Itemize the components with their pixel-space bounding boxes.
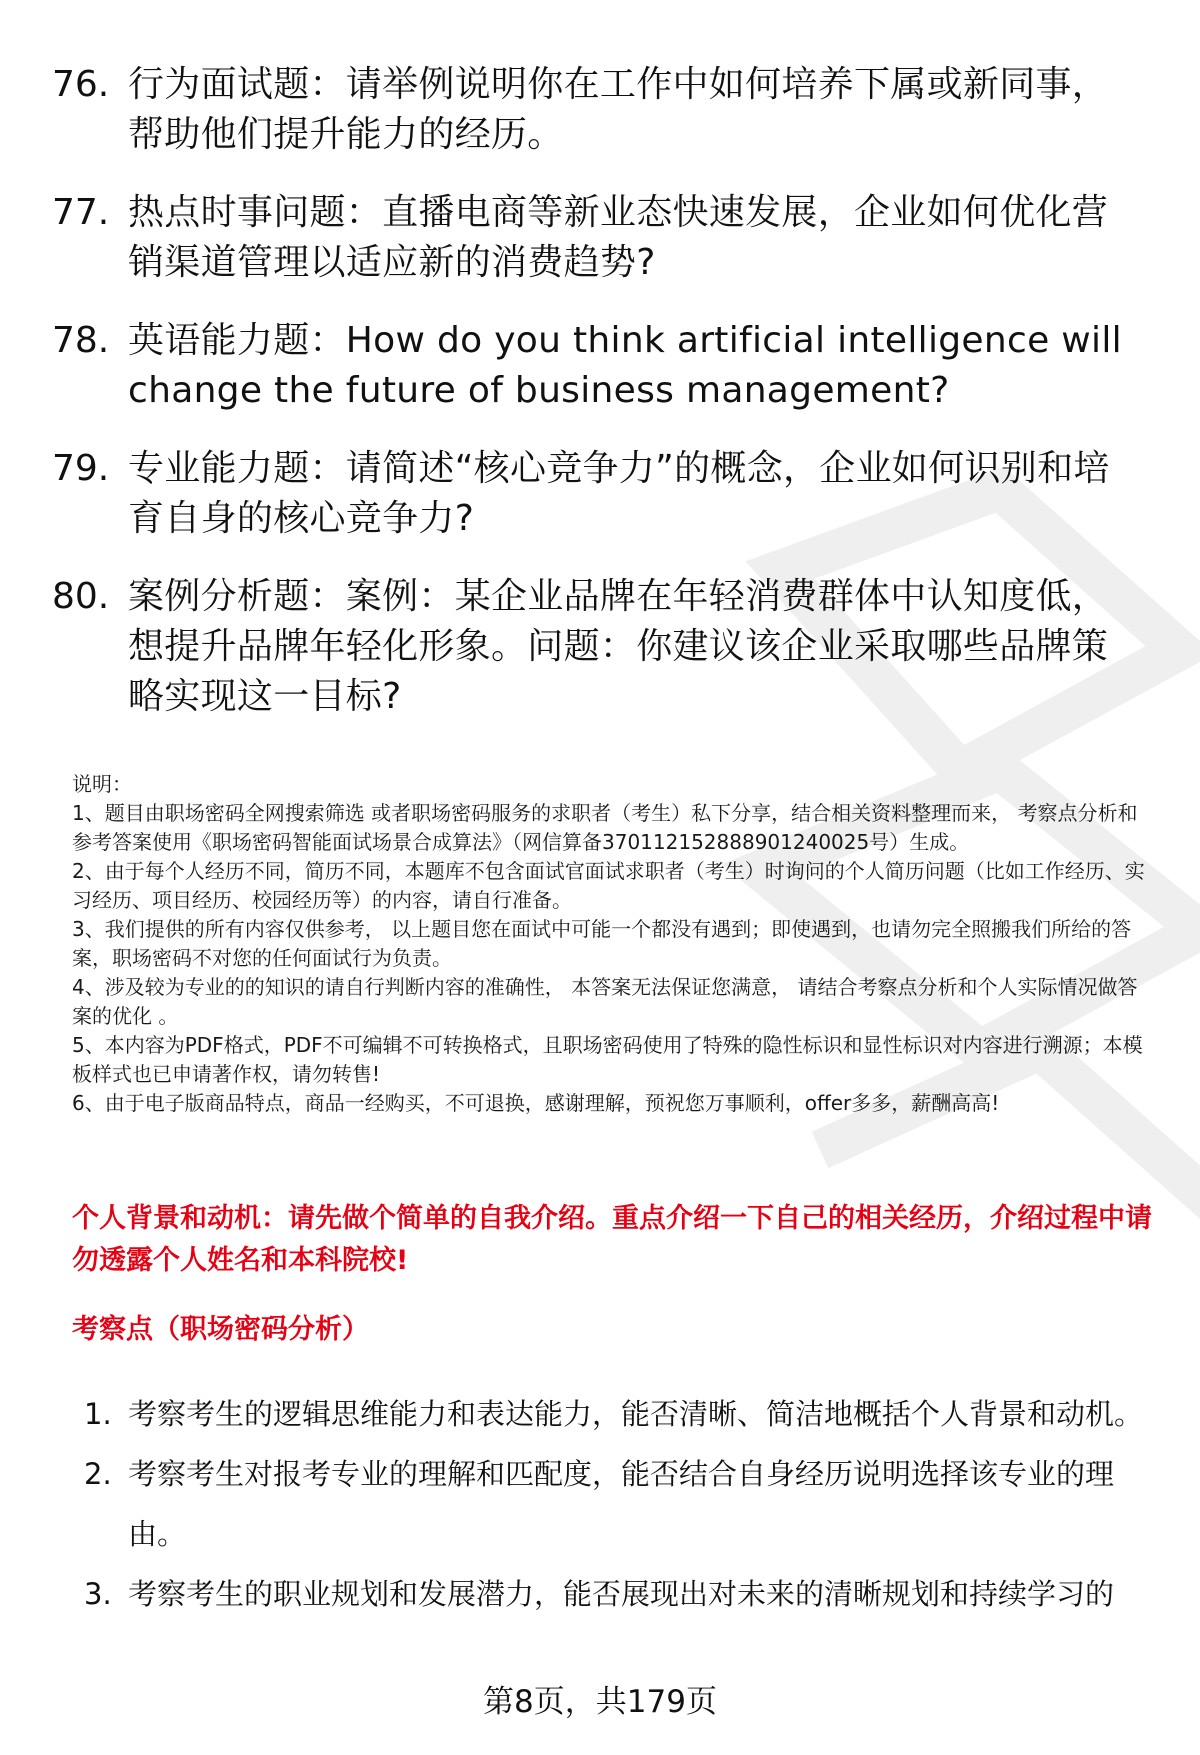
question-number: 79.	[52, 448, 110, 489]
question-number: 77.	[52, 192, 110, 233]
point-number: 3.	[84, 1577, 112, 1611]
point-number: 1.	[84, 1397, 112, 1431]
point-text: 考察考生的职业规划和发展潜力，能否展现出对未来的清晰规划和持续学习的	[128, 1577, 1115, 1611]
notes-heading: 说明：	[72, 772, 132, 796]
question-number: 76.	[52, 64, 110, 105]
question-text: 行为面试题：请举例说明你在工作中如何培养下属或新同事，帮助他们提升能力的经历。	[128, 64, 1109, 155]
note-item: 6、由于电子版商品特点，商品一经购买，不可退换，感谢理解，预祝您万事顺利，offer多多，薪酬高高!	[72, 1091, 1000, 1115]
point-number: 2.	[84, 1457, 112, 1491]
question-number: 80.	[52, 576, 110, 617]
question-text: 专业能力题：请简述“核心竞争力”的概念，企业如何识别和培育自身的核心竞争力?	[128, 448, 1110, 539]
question-item	[52, 572, 1142, 722]
section-title: 个人背景和动机：请先做个简单的自我介绍。重点介绍一下自己的相关经历，介绍过程中请勿透露个人姓名和本科院校!	[72, 1203, 1152, 1276]
question-list	[52, 60, 1142, 750]
point-text: 考察考生对报考专业的理解和匹配度，能否结合自身经历说明选择该专业的理由。	[128, 1457, 1115, 1551]
analysis-point	[84, 1444, 1154, 1564]
analysis-point	[84, 1384, 1154, 1444]
analysis-point	[84, 1564, 1154, 1624]
note-item: 3、我们提供的所有内容仅供参考， 以上题目您在面试中可能一个都没有遇到；即使遇到，也请勿完全照搬我们所给的答案，职场密码不对您的任何面试行为负责。	[72, 917, 1132, 970]
section-subtitle: 考察点（职场密码分析）	[72, 1314, 369, 1345]
question-text: 热点时事问题：直播电商等新业态快速发展，企业如何优化营销渠道管理以适应新的消费趋势?	[128, 192, 1109, 283]
question-number: 78.	[52, 320, 110, 361]
note-item: 4、涉及较为专业的的知识的请自行判断内容的准确性， 本答案无法保证您满意， 请结合考察点分析和个人实际情况做答案的优化 。	[72, 975, 1138, 1028]
question-item	[52, 444, 1142, 544]
question-item	[52, 316, 1142, 416]
question-item	[52, 188, 1142, 288]
analysis-points	[84, 1384, 1154, 1624]
page-footer: 第8页，共179页	[483, 1684, 717, 1720]
question-text: 案例分析题：案例：某企业品牌在年轻消费群体中认知度低，想提升品牌年轻化形象。问题：你建议该企业采取哪些品牌策略实现这一目标?	[128, 576, 1109, 717]
note-item: 5、本内容为PDF格式，PDF不可编辑不可转换格式，且职场密码使用了特殊的隐性标识和显性标识对内容进行溯源；本模板样式也已申请著作权，请勿转售!	[72, 1033, 1143, 1086]
note-item: 2、由于每个人经历不同，简历不同，本题库不包含面试官面试求职者（考生）时询问的个人简历问题（比如工作经历、实习经历、项目经历、校园经历等）的内容，请自行准备。	[72, 859, 1145, 912]
notes-section	[72, 770, 1157, 1118]
point-text: 考察考生的逻辑思维能力和表达能力，能否清晰、简洁地概括个人背景和动机。	[128, 1397, 1144, 1431]
question-text: 英语能力题：How do you think artificial intelligence will change the future of business management?	[128, 320, 1122, 411]
note-item: 1、题目由职场密码全网搜索筛选 或者职场密码服务的求职者（考生）私下分享，结合相关资料整理而来， 考察点分析和参考答案使用《职场密码智能面试场景合成算法》（网信算备370112152888901240025号）生成。	[72, 801, 1138, 854]
question-item	[52, 60, 1142, 160]
